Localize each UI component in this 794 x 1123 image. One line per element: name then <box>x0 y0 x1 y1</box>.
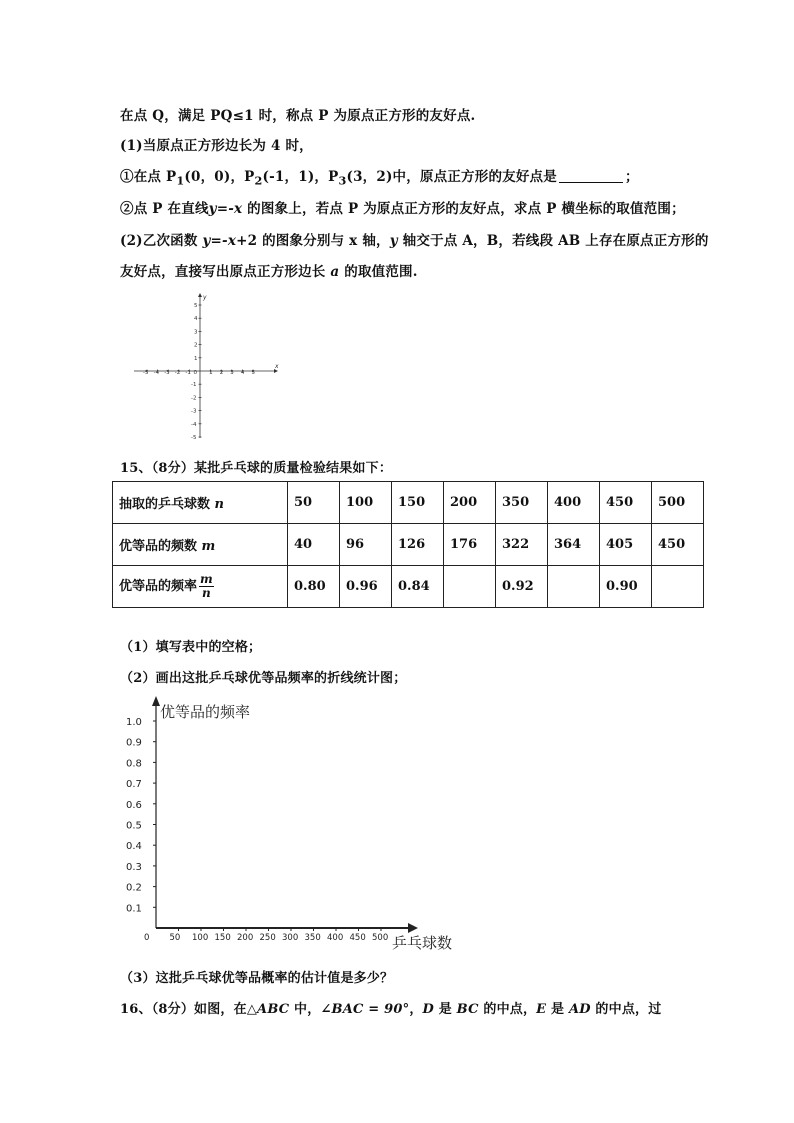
part1-title: (1)当原点正方形边长为 4 时， <box>120 138 313 154</box>
small-y-tick-label: 3 <box>194 329 198 336</box>
small-x-tick-label: 0 <box>193 370 197 376</box>
table-cell-blank[interactable] <box>548 566 600 608</box>
small-x-tick-label: -1 <box>185 370 191 376</box>
small-x-tick-label: 1 <box>209 370 213 376</box>
small-y-arrow <box>198 293 202 297</box>
chart-x-tick-label: 200 <box>237 933 254 943</box>
chart-x-tick-label: 100 <box>192 933 209 943</box>
chart-y-tick-label: 0.8 <box>126 758 142 770</box>
chart-y-arrow <box>152 696 160 706</box>
small-x-tick-label: 4 <box>240 370 245 376</box>
table-cell: 450 <box>652 524 704 566</box>
table-cell-blank[interactable] <box>444 566 496 608</box>
q1-prefix: ①在点 P <box>120 169 177 185</box>
small-y-tick-label: -5 <box>191 435 197 441</box>
part2-line-1 <box>120 229 709 249</box>
chart-x-tick-label: 250 <box>259 933 276 943</box>
small-y-tick-label: -3 <box>191 408 197 415</box>
q16-line <box>120 998 661 1017</box>
coordinate-axes-figure <box>128 290 288 442</box>
small-x-tick-label: -2 <box>174 370 181 376</box>
q15-title: 15、（8分）某批乒乓球的质量检验结果如下： <box>120 461 393 476</box>
table-cell: 126 <box>392 524 444 566</box>
q16-angle: ∠BAC = 90° <box>320 1002 410 1017</box>
q16-point-e: E <box>536 1002 547 1017</box>
chart-y-tick-label: 1.0 <box>126 717 142 728</box>
row-header-frequency-rate: 优等品的频率 $\frac{m}{n}$ <box>113 566 288 608</box>
frequency-line-chart <box>112 690 472 960</box>
q1-suffix: ； <box>624 169 639 185</box>
table-cell: 350 <box>496 482 548 524</box>
part2-text-a: (2)乙次函数 <box>120 233 203 249</box>
table-cell: 176 <box>444 524 496 566</box>
q1-line <box>120 165 639 188</box>
chart-y-tick-label: 0.5 <box>126 820 142 832</box>
small-x-tick-label: -3 <box>164 370 170 376</box>
small-y-tick-label: 1 <box>194 355 198 362</box>
small-x-label: x <box>275 363 279 370</box>
part2-line-2 <box>120 260 418 280</box>
p2-coord: (-1，1)，P <box>262 169 339 185</box>
p1-coord: (0，0)，P <box>184 169 255 185</box>
q16-text-f: 是 <box>546 1002 569 1017</box>
table-cell: 0.92 <box>496 566 548 608</box>
part2-equation: y=-x <box>202 233 237 249</box>
q15-sub1: （1）填写表中的空格； <box>120 640 262 655</box>
table-cell: 500 <box>652 482 704 524</box>
row-header-frequency-count: 优等品的频数 m <box>113 524 288 566</box>
chart-y-tick-label: 0.3 <box>126 861 142 873</box>
chart-x-tick-label: 500 <box>372 933 389 943</box>
q16-text-d: 是 <box>434 1002 457 1017</box>
small-y-label: y <box>203 294 207 301</box>
table-cell: 400 <box>548 482 600 524</box>
small-y-tick-label: 2 <box>194 342 198 349</box>
chart-y-tick-label: 0.4 <box>126 841 142 853</box>
table-row <box>113 524 704 566</box>
chart-y-title: 优等品的频率 <box>160 703 251 721</box>
q15-sub3: （3）这批乒乓球优等品概率的估计值是多少？ <box>120 971 394 986</box>
q16-text-c: ， <box>409 1002 423 1017</box>
p3-sub: 3 <box>338 173 347 188</box>
table-cell: 0.96 <box>340 566 392 608</box>
answer-blank[interactable] <box>559 182 623 183</box>
q15-sub2: （2）画出这批乒乓球优等品频率的折线统计图； <box>120 671 407 686</box>
chart-x-tick-label: 0 <box>144 933 150 943</box>
small-x-tick-label: 3 <box>230 370 234 376</box>
chart-x-tick-label: 50 <box>169 933 181 943</box>
p2-sub: 2 <box>254 173 263 188</box>
small-y-tick-label: 4 <box>194 316 198 323</box>
small-x-tick-label: 2 <box>219 370 224 376</box>
part2-line2-b: 的取值范围. <box>339 264 418 280</box>
p1-sub: 1 <box>176 173 185 188</box>
table-cell: 0.80 <box>288 566 340 608</box>
part2-line2-a: 友好点，直接写出原点正方形边长 <box>120 264 331 280</box>
row-header-sample-count: 抽取的乒乓球数 n <box>113 482 288 524</box>
small-x-tick-label: -5 <box>143 370 149 376</box>
chart-x-tick-label: 150 <box>214 933 231 943</box>
q2-text-b: 的图象上，若点 P 为原点正方形的友好点，求点 P 横坐标的取值范围； <box>242 201 685 217</box>
small-y-tick-label: -4 <box>191 421 197 428</box>
quality-table <box>112 481 704 608</box>
q16-point-d: D <box>422 1002 434 1017</box>
chart-x-tick-label: 300 <box>282 933 299 943</box>
part2-y-var: y <box>389 233 398 249</box>
table-cell-blank[interactable] <box>652 566 704 608</box>
part2-var-a: a <box>330 264 340 280</box>
chart-x-tick-label: 350 <box>304 933 321 943</box>
chart-y-tick-label: 0.6 <box>126 799 142 811</box>
q16-text-g: 的中点，过 <box>590 1002 662 1017</box>
chart-y-tick-label: 0.1 <box>126 903 142 915</box>
q16-text-b: 中， <box>289 1002 321 1017</box>
fraction-m-over-n: $\frac{m}{n}$ <box>200 572 213 600</box>
small-y-tick-label: 5 <box>194 303 198 309</box>
chart-x-title: 乒乓球数 <box>392 934 453 952</box>
table-row <box>113 482 704 524</box>
table-cell: 96 <box>340 524 392 566</box>
table-cell: 0.84 <box>392 566 444 608</box>
small-y-tick-label: -1 <box>191 382 197 389</box>
table-cell: 50 <box>288 482 340 524</box>
q2-equation: y=-x <box>208 201 243 217</box>
table-cell: 322 <box>496 524 548 566</box>
table-cell: 100 <box>340 482 392 524</box>
table-cell: 450 <box>600 482 652 524</box>
chart-y-tick-label: 0.7 <box>126 779 142 791</box>
chart-x-tick-label: 400 <box>327 933 344 943</box>
table-cell: 150 <box>392 482 444 524</box>
table-cell: 40 <box>288 524 340 566</box>
chart-x-arrow <box>408 923 418 933</box>
part2-text-b: +2 的图象分别与 x 轴， <box>236 233 390 249</box>
small-y-tick-label: -2 <box>191 395 197 402</box>
q2-text-a: ②点 P 在直线 <box>120 201 209 217</box>
table-cell: 405 <box>600 524 652 566</box>
table-cell: 0.90 <box>600 566 652 608</box>
table-cell: 364 <box>548 524 600 566</box>
chart-y-tick-label: 0.9 <box>126 737 142 749</box>
table-cell: 200 <box>444 482 496 524</box>
intro-line-1: 在点 Q，满足 PQ≤1 时，称点 P 为原点正方形的友好点. <box>120 108 476 124</box>
chart-y-tick-label: 0.2 <box>126 882 142 894</box>
part2-text-c: 轴交于点 A，B，若线段 AB 上存在原点正方形的 <box>397 233 709 249</box>
q16-segment-ad: AD <box>568 1002 591 1017</box>
chart-x-tick-label: 450 <box>349 933 366 943</box>
table-row <box>113 566 704 608</box>
small-x-tick-label: -4 <box>153 370 160 376</box>
q16-text-a: 16、（8分）如图，在 <box>120 1002 247 1017</box>
q16-segment-bc: BC <box>456 1002 479 1017</box>
q16-text-e: 的中点， <box>478 1002 537 1017</box>
small-x-tick-label: 5 <box>251 370 255 376</box>
q2-line <box>120 197 685 217</box>
q16-triangle: △ABC <box>246 1002 290 1017</box>
p3-coord: (3，2)中，原点正方形的友好点是 <box>346 169 557 185</box>
